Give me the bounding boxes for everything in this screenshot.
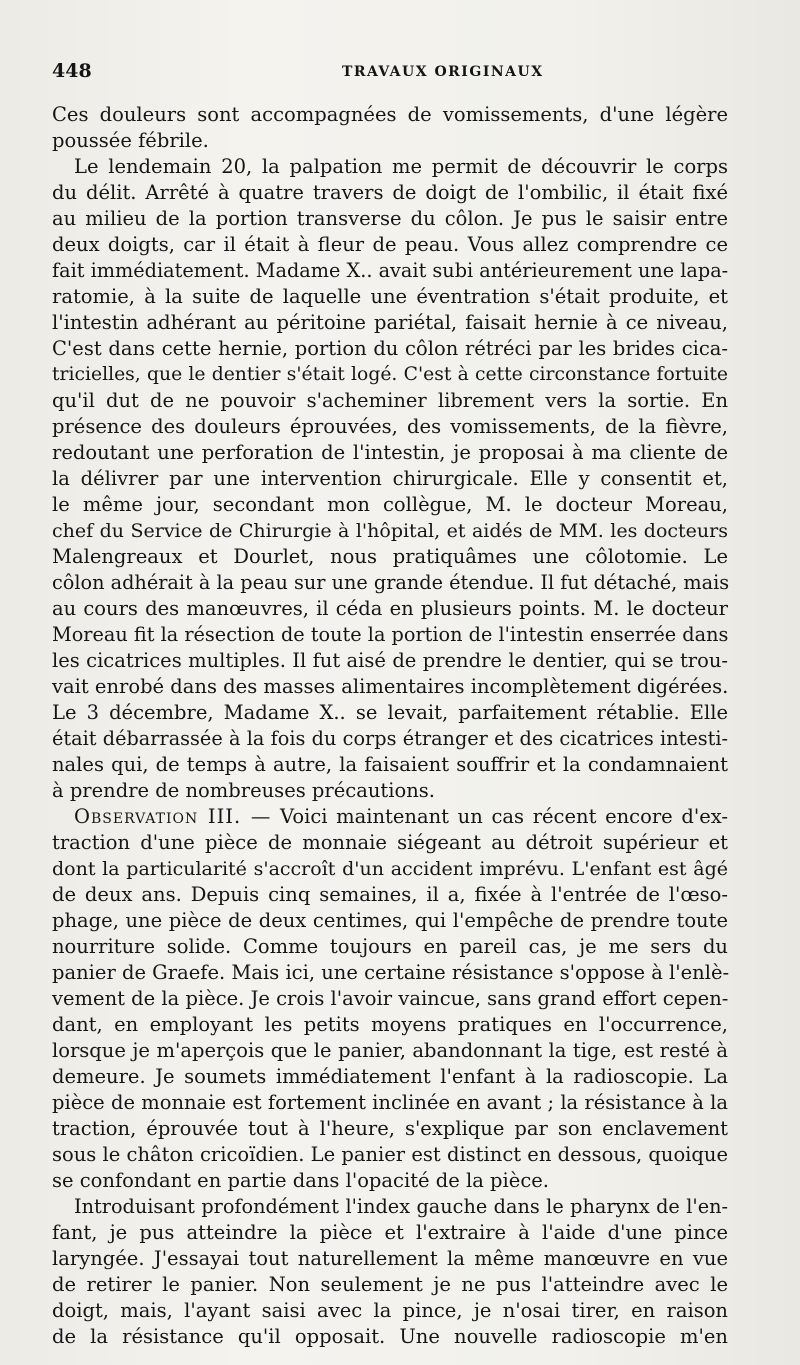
text-line: présence des douleurs éprouvées, des vomissements, de la fièvre, xyxy=(52,415,728,438)
text-line: dant, en employant les petits moyens pratiques en l'occurrence, xyxy=(52,1013,728,1036)
text-line: de la résistance qu'il opposait. Une nouvelle radioscopie m'en xyxy=(52,1325,728,1348)
text-line: pièce de monnaie est fortement inclinée en avant ; la résistance à la xyxy=(52,1091,728,1114)
text-line: laryngée. J'essayai tout naturellement la même manœuvre en vue xyxy=(52,1247,728,1270)
text-line: poussée fébrile. xyxy=(52,129,209,152)
text-line: C'est dans cette hernie, portion du côlon rétréci par les brides cica- xyxy=(52,337,728,360)
text-line: à prendre de nombreuses précautions. xyxy=(52,779,435,802)
text-line: doigt, mais, l'ayant saisi avec la pince, je n'osai tirer, en raison xyxy=(52,1299,728,1322)
text-line: vement de la pièce. Je crois l'avoir vaincue, sans grand effort cepen- xyxy=(52,987,729,1010)
text-line: de retirer le panier. Non seulement je ne pus l'atteindre avec le xyxy=(52,1273,728,1296)
text-line: de deux ans. Depuis cinq semaines, il a, fixée à l'entrée de l'œso- xyxy=(52,883,728,906)
text-line: Voici maintenant un cas récent encore d'ex- xyxy=(280,805,728,828)
text-line: l'intestin adhérant au péritoine pariétal, faisait hernie à ce niveau, xyxy=(52,311,728,334)
text-line: au milieu de la portion transverse du côlon. Je pus le saisir entre xyxy=(52,207,728,230)
observation-line xyxy=(52,804,728,830)
text-line: vait enrobé dans des masses alimentaires incomplètement digérées. xyxy=(52,675,729,698)
text-line: Malengreaux et Dourlet, nous pratiquâmes une côlotomie. Le xyxy=(52,545,728,568)
text-line: redoutant une perforation de l'intestin, je proposai à ma cliente de xyxy=(52,441,728,464)
text-line: qu'il dut de ne pouvoir s'acheminer librement vers la sortie. En xyxy=(52,389,728,412)
text-line: du délit. Arrêté à quatre travers de doigt de l'ombilic, il était fixé xyxy=(52,181,728,204)
text-line: au cours des manœuvres, il céda en plusieurs points. M. le docteur xyxy=(52,597,728,620)
text-line: la délivrer par une intervention chirurgicale. Elle y consentit et, xyxy=(52,467,728,490)
text-line: nales qui, de temps à autre, la faisaient souffrir et la condamnaient xyxy=(52,753,728,776)
text-line: ratomie, à la suite de laquelle une éventration s'était produite, et xyxy=(52,285,728,308)
text-line: panier de Graefe. Mais ici, une certaine résistance s'oppose à l'enlè- xyxy=(52,961,730,984)
text-line: les cicatrices multiples. Il fut aisé de prendre le dentier, qui se trou- xyxy=(52,649,728,672)
text-line: traction, éprouvée tout à l'heure, s'explique par son enclavement xyxy=(52,1117,728,1140)
text-line: chef du Service de Chirurgie à l'hôpital, et aidés de MM. les docteurs xyxy=(52,520,728,542)
text-line: phage, une pièce de deux centimes, qui l'empêche de prendre toute xyxy=(52,909,728,932)
text-line: Le lendemain 20, la palpation me permit de découvrir le corps xyxy=(74,155,728,178)
text-line: tricielles, que le dentier s'était logé. C'est à cette circonstance fortuite xyxy=(52,364,728,385)
text-line: demeure. Je soumets immédiatement l'enfant à la radioscopie. La xyxy=(52,1065,728,1088)
text-line: lorsque je m'aperçois que le panier, abandonnant la tige, est resté à xyxy=(52,1039,728,1062)
text-line: fant, je pus atteindre la pièce et l'extraire à l'aide d'une pince xyxy=(52,1221,728,1244)
text-line: deux doigts, car il était à fleur de peau. Vous allez comprendre ce xyxy=(52,233,728,256)
text-line: dont la particularité s'accroît d'un accident imprévu. L'enfant est âgé xyxy=(52,858,728,880)
text-line: traction d'une pièce de monnaie siégeant au détroit supérieur et xyxy=(52,831,728,854)
text-line: fait immédiatement. Madame X.. avait subi antérieurement une lapa- xyxy=(52,259,729,282)
text-line: le même jour, secondant mon collègue, M. le docteur Moreau, xyxy=(52,493,728,516)
observation-label: Observation III. — xyxy=(74,805,272,828)
text-line: Moreau fit la résection de toute la portion de l'intestin enserrée dans xyxy=(52,623,729,646)
text-line: sous le châton cricoïdien. Le panier est distinct en dessous, quoique xyxy=(52,1143,728,1166)
text-line: était débarrassée à la fois du corps étranger et des cicatrices intesti- xyxy=(52,727,728,750)
text-line: côlon adhérait à la peau sur une grande étendue. Il fut détaché, mais xyxy=(52,571,730,594)
text-line: se confondant en partie dans l'opacité de la pièce. xyxy=(52,1169,549,1192)
text-line: Ces douleurs sont accompagnées de vomissements, d'une légère xyxy=(52,103,728,126)
running-title: TRAVAUX ORIGINAUX xyxy=(342,64,544,80)
page-header xyxy=(52,60,728,90)
text-line: Introduisant profondément l'index gauche dans le pharynx de l'en- xyxy=(74,1195,728,1218)
body-text xyxy=(52,102,728,1350)
page-number: 448 xyxy=(52,60,92,82)
text-line: nourriture solide. Comme toujours en pareil cas, je me sers du xyxy=(52,935,728,958)
text-line: Le 3 décembre, Madame X.. se levait, parfaitement rétablie. Elle xyxy=(52,701,728,724)
